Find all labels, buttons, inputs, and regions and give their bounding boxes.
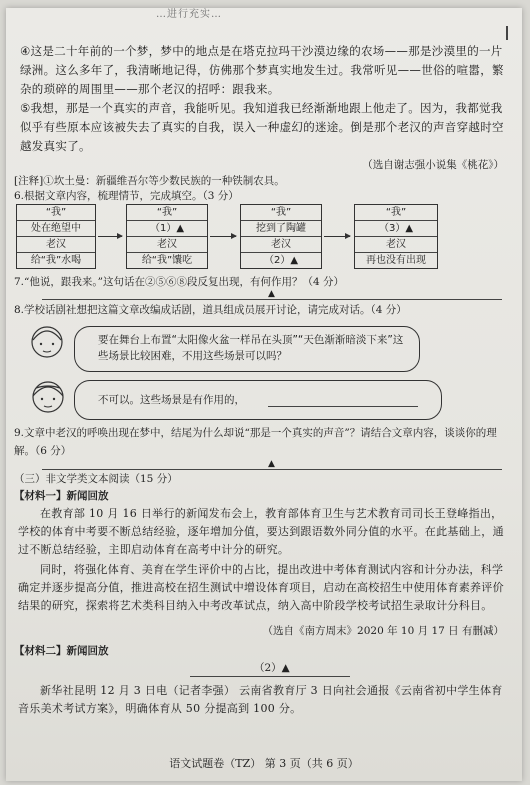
flow-box-4-row: 再也没有出现 <box>366 255 426 266</box>
top-bleed-text: …进行充实… <box>156 9 222 20</box>
answer-line-q9[interactable] <box>42 469 502 470</box>
section-3-heading: （三）非文学类文本阅读（15 分） <box>14 473 178 485</box>
flow-box-3-row: 老汉 <box>241 237 321 253</box>
question-6: 6.根据文章内容，梳理情节，完成填空。（3 分） <box>14 190 239 202</box>
dialog-line-1: 要在舞台上布置“太阳像火盆一样吊在头顶”“天色渐渐暗淡下来”这些场景比较困难，不用这些场景可以吗？ <box>98 334 404 362</box>
source-citation-2: （选自《南方周末》2020 年 10 月 17 日 有删减） <box>262 625 504 637</box>
annotation-note: [注释]①坎土曼：新疆维吾尔等少数民族的一种铁制农具。 <box>14 175 285 187</box>
flow-box-2-answer-blank[interactable]: （1）▲ <box>127 221 207 237</box>
material-1-paragraph-1: 在教育部 10 月 16 日举行的新闻发布会上，教育部体育卫生与艺术教育司司长王登峰指出，学校的体育中考要不断总结经验，逐年增加分值，要达到跟语数外同分值的水平。在此基础上，通过不断总结经验，主即启动体育在高考中计分的研究。 <box>18 507 504 556</box>
material-2-headline-blank[interactable]: （2）▲ <box>254 662 290 674</box>
flow-box-3-row: 挖到了陶罐 <box>241 221 321 237</box>
material-2-paragraph-1: 新华社昆明 12 月 3 日电（记者李强） 云南省教育厅 3 日向社会通报《云南省初中学生体育音乐美术考试方案》，明确体育从 50 分提高到 100 分。 <box>18 684 503 715</box>
flow-box-1 <box>16 204 96 269</box>
flow-box-4-answer-blank[interactable]: （3）▲ <box>355 221 437 237</box>
page-footer: 语文试题卷（TZ） 第 3 页（共 6 页） <box>169 757 359 770</box>
exam-page <box>6 8 522 781</box>
answer-line-headline[interactable] <box>190 676 350 677</box>
paragraph-5: ⑤我想，那是一个真实的声音，我能听见。我知道我已经渐渐地跟上他走了。因为，我都觉我似乎有些原本应该被失去了真实的自我，误入一种虚幻的迷途。倒是那个老汉的声音穿越时空越发真实了。 <box>20 101 504 153</box>
flow-box-2 <box>126 204 208 269</box>
flow-box-2-row: 给“我”馕吃 <box>141 255 193 266</box>
dialog-line-2: 不可以。这些场景是有作用的， <box>98 394 245 406</box>
flow-box-2-row: “我” <box>127 205 207 221</box>
material-1-paragraph-2: 同时，将强化体育、美育在学生评价中的占比，提出改进中考体育测试内容和计分办法，科学确定并逐步提高分值，推进高校在招生测试中增设体育项目，启动在高校招生中使用体育素养评价结果的研究，探索将艺术类科目纳入中考改革试点，纳入高中阶段学校考试招生录取计分科目。 <box>18 563 504 612</box>
flow-box-3-answer-blank[interactable]: （2）▲ <box>263 255 299 266</box>
corner-mark <box>506 26 508 40</box>
flow-box-1-row: 给“我”水喝 <box>30 255 82 266</box>
answer-mark: ▲ <box>268 289 275 299</box>
flow-arrow <box>98 236 122 237</box>
material-1-title: 【材料一】新闻回放 <box>14 490 109 502</box>
question-7: 7.“他说，跟我来。”这句话在②⑤⑥⑧段反复出现，有何作用？（4 分） <box>14 276 345 288</box>
question-8: 8.学校话剧社想把这篇文章改编成话剧，道具组成员展开讨论，请完成对话。（4 分） <box>14 304 407 316</box>
flow-box-2-row: 老汉 <box>127 237 207 253</box>
source-citation-1: （选自谢志强小说集《桃花》） <box>362 159 504 171</box>
student-avatar-1-icon <box>28 320 66 364</box>
paragraph-4: ④这是二十年前的一个梦，梦中的地点是在塔克拉玛干沙漠边缘的农场——那是沙漠里的一片绿洲。这么多年了，我清晰地记得，仿佛那个梦真实地发生过。我常听见——世俗的喧嚣，繁杂的琐碎的周围里——那个老汉的招呼：跟我来。 <box>20 44 504 96</box>
student-avatar-2-icon <box>28 374 68 420</box>
flow-box-4-row: “我” <box>355 205 437 221</box>
answer-line-q7[interactable] <box>42 299 502 300</box>
flow-arrow <box>210 236 236 237</box>
flow-box-1-row: 处在绝望中 <box>17 221 95 237</box>
answer-mark: ▲ <box>268 459 275 469</box>
flow-box-1-row: “我” <box>17 205 95 221</box>
flow-box-1-row: 老汉 <box>17 237 95 253</box>
flow-arrow <box>324 236 350 237</box>
flow-box-4-row: 老汉 <box>355 237 437 253</box>
flow-box-4 <box>354 204 438 269</box>
answer-line-q8[interactable] <box>268 406 418 407</box>
flow-box-3-row: “我” <box>241 205 321 221</box>
material-2-title: 【材料二】新闻回放 <box>14 645 109 657</box>
question-9: 9.文章中老汉的呼唤出现在梦中，结尾为什么却说“那是一个真实的声音”？请结合文章内容，谈谈你的理解。（6 分） <box>14 427 497 457</box>
flow-box-3 <box>240 204 322 269</box>
